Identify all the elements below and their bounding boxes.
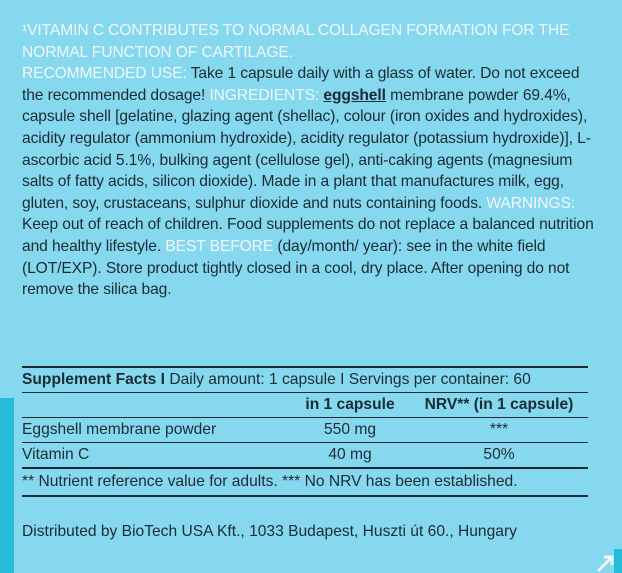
warnings-text: Keep out of reach of children. Food supplements do not replace a balanced nutrition and healthy lifestyle.: [22, 216, 594, 255]
header-nrv: NRV** (in 1 capsule): [424, 396, 574, 413]
row-name: Vitamin C: [22, 446, 90, 463]
recommended-use-label: RECOMMENDED USE:: [22, 65, 187, 83]
facts-header-row: [22, 393, 588, 417]
row-name: Eggshell membrane powder: [22, 421, 217, 438]
facts-daily-amount: Daily amount: 1 capsule I Servings per container: 60: [164, 371, 531, 388]
ingredients-text: membrane powder 69.4%, capsule shell [gelatine, glazing agent (shellac), colour (iron oxides and hydroxides), acidity regulator (ammonium hydroxide), acidity regulator (potassium hydroxide)], L-ascorbic acid 5.1%, bulking agent (cellulose gel), anti-caking agents (magnesium salts of fatty acids, silicon dioxide). Made in a plant that manufactures milk, egg, gluten, soy, crustaceans, sulphur dioxide and nuts containing foods.: [22, 86, 591, 212]
row-nrv: ***: [489, 421, 509, 438]
recommended-use-text: Take 1 capsule daily with a glass of water. Do not exceed the recommended dosage!: [22, 65, 580, 104]
supplement-facts-table: [22, 366, 588, 497]
vitamin-c-claim: ¹VITAMIN C CONTRIBUTES TO NORMAL COLLAGEN FORMATION FOR THE NORMAL FUNCTION OF CARTILAGE.: [22, 22, 570, 61]
product-description: [22, 20, 594, 301]
row-amount: 550 mg: [323, 421, 376, 438]
best-before-label: BEST BEFORE: [165, 237, 274, 255]
best-before-text: (day/month/ year): see in the white field (LOT/EXP). Store product tightly closed in a cool, dry place. After opening do not remove the silica bag.: [22, 237, 570, 299]
row-nrv: 50%: [483, 446, 515, 463]
ingredient-allergen: eggshell: [323, 86, 386, 104]
ingredients-label: INGREDIENTS:: [209, 86, 320, 104]
facts-title-row: [22, 368, 588, 392]
row-amount: 40 mg: [328, 446, 372, 463]
table-row: [22, 418, 588, 442]
header-per-capsule: in 1 capsule: [305, 396, 395, 413]
table-row: [22, 443, 588, 467]
facts-legend: ** Nutrient reference value for adults. *** No NRV has been established.: [22, 473, 518, 490]
table-bottom-rule: [22, 495, 588, 497]
warnings-label: WARNINGS:: [486, 194, 576, 212]
distributor-address: Distributed by BioTech USA Kft., 1033 Budapest, Huszti út 60., Hungary: [22, 523, 517, 540]
corner-arrow-icon: [592, 549, 622, 573]
accent-strip: [0, 398, 14, 573]
facts-title: Supplement Facts I: [22, 371, 165, 388]
